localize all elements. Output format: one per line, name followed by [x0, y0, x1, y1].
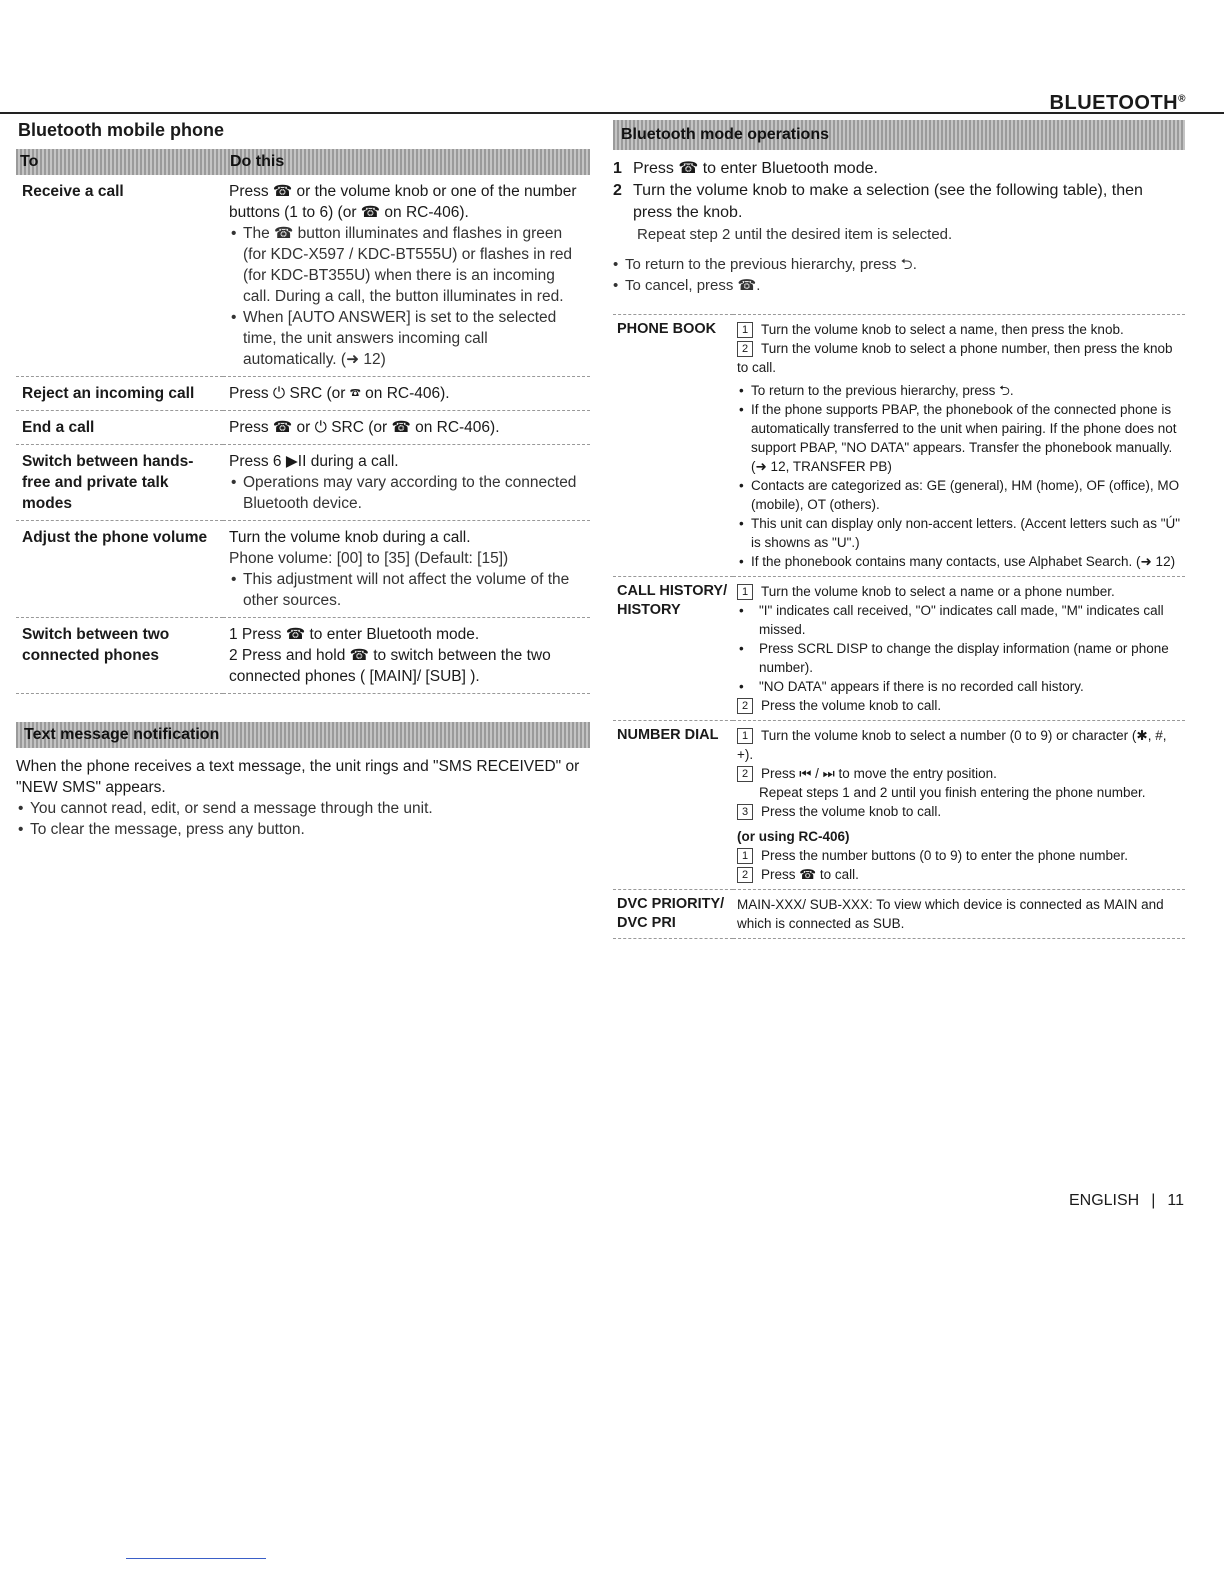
sms-title: Text message notification [24, 726, 220, 743]
table-row [16, 521, 590, 618]
row-value [223, 377, 590, 411]
sms-text: When the phone receives a text message, the unit rings and "SMS RECEIVED" or "NEW SMS" appears. [16, 758, 580, 796]
page-number: 11 [1167, 1192, 1184, 1209]
table-row [613, 721, 1185, 890]
ops-step: 2 Turn the volume knob to make a selection (see the following table), then press the knob. [613, 182, 1143, 221]
row-bullet: • If the phonebook contains many contacts, use Alphabet Search. (➜ 12) [737, 552, 1181, 571]
left-column [16, 120, 590, 840]
ops-repeat: Repeat step 2 until the desired item is selected. [637, 226, 953, 243]
row-value: 1 Turn the volume knob to select a name or a phone number. • "I" indicates call received, "O" indicates call made, "M" indicates call missed. • Press SCRL DISP to change the display information (name or phone number). • "NO DATA" appears if there is no recorded call history. 2 Press the volume knob to call. [733, 577, 1185, 721]
right-column [613, 120, 1185, 939]
phone-table [16, 175, 590, 694]
footer-language: ENGLISH [1068, 1192, 1140, 1209]
row-value [223, 521, 590, 618]
table-row [16, 411, 590, 445]
sms-bullet: • You cannot read, edit, or send a message through the unit. [16, 798, 590, 819]
ops-bullet: • To cancel, press ☎. [613, 275, 1185, 296]
row-key: Receive a call [16, 175, 223, 377]
row-key: Switch between hands-free and private talk modes [16, 445, 223, 521]
row-repeat: Repeat steps 1 and 2 until you finish entering the phone number. [759, 785, 1146, 800]
phone-section-title: Bluetooth mobile phone [18, 120, 224, 140]
row-bullet: • Press SCRL DISP to change the display information (name or phone number). [737, 639, 1181, 677]
row-key: End a call [16, 411, 223, 445]
row-key: DVC PRIORITY/ DVC PRI [613, 890, 733, 939]
row-value: MAIN-XXX/ SUB-XXX: To view which device is connected as MAIN and which is connected as SUB. [733, 890, 1185, 939]
row-value [223, 445, 590, 521]
row-key: NUMBER DIAL [613, 721, 733, 890]
table-row [16, 618, 590, 694]
col-do-this: Do this [230, 153, 285, 170]
row-value: 1 Turn the volume knob to select a name, then press the knob. 2 Turn the volume knob to select a phone number, then press the knob to call. • To return to the previous hierarchy, press ⮌. • If the phone supports PBAP, the phonebook of the connected phone is automatically transferred to the unit when pairing. If the phone does not support PBAP, "NO DATA" appears. Transfer the phonebook manually. (➜ 12, TRANSFER PB) • Contacts are categorized as: GE (general), HM (home), OF (office), MO (mobile), OT (others). • This unit can display only non-accent letters. (Accent letters such as "Ú" is showns as "U".) • If the phonebook contains many contacts, use Alphabet Search. (➜ 12) [733, 315, 1185, 577]
row-bullet: • "I" indicates call received, "O" indicates call made, "M" indicates call missed. [737, 601, 1181, 639]
row-key: Reject an incoming call [16, 377, 223, 411]
row-bullet: • Operations may vary according to the connected Bluetooth device. [229, 472, 584, 514]
row-line: 2 Press and hold ☎ to switch between the two connected phones ( [MAIN]/ [SUB] ). [229, 647, 551, 685]
row-line: Turn the volume knob during a call. [229, 529, 471, 546]
row-line: Press 6 ▶II during a call. [229, 453, 399, 470]
row-bullet: • If the phone supports PBAP, the phonebook of the connected phone is automatically transferred to the unit when pairing. If the phone does not support PBAP, "NO DATA" appears. Transfer the phonebook manually. (➜ 12, TRANSFER PB) [737, 400, 1181, 476]
table-row [16, 377, 590, 411]
row-alt-title: (or using RC-406) [737, 829, 850, 844]
ops-steps [613, 158, 1185, 296]
row-line: Press ☎ or the volume knob or one of the number buttons (1 to 6) (or ☎ on RC-406). [229, 183, 577, 221]
ops-title: Bluetooth mode operations [621, 126, 829, 143]
row-value [223, 618, 590, 694]
row-line: Press ☎ or ⏻ SRC (or ☎ on RC-406). [229, 419, 500, 436]
table-row [16, 175, 590, 377]
row-key: Adjust the phone volume [16, 521, 223, 618]
page-footer [1069, 1192, 1184, 1210]
row-line: Phone volume: [00] to [35] (Default: [15]) [229, 550, 509, 567]
col-to: To [20, 153, 39, 170]
sms-bullet: • To clear the message, press any button. [16, 819, 590, 840]
ops-table [613, 314, 1185, 939]
row-bullet: • The ☎ button illuminates and flashes in green (for KDC-X597 / KDC-BT555U) or flashes in red (for KDC-BT355U) when there is an incoming call. During a call, the button illuminates in red. [229, 223, 584, 307]
ops-bullet: • To return to the previous hierarchy, press ⮌. [613, 254, 1185, 275]
header-rule [0, 112, 1224, 114]
row-value: 1 Turn the volume knob to select a number (0 to 9) or character (✱, #, +). 2 Press ⏮ / ⏭ to move the entry position. Repeat steps 1 and 2 until you finish entering the phone number. 3 Press the volume knob to call. (or using RC-406) 1 Press the number buttons (0 to 9) to enter the phone number. 2 Press ☎ to call. [733, 721, 1185, 890]
table-row [613, 315, 1185, 577]
row-key: PHONE BOOK [613, 315, 733, 577]
row-bullet: • Contacts are categorized as: GE (general), HM (home), OF (office), MO (mobile), OT (others). [737, 476, 1181, 514]
row-line: 1 Press ☎ to enter Bluetooth mode. [229, 626, 480, 643]
sms-description [16, 756, 590, 840]
bottom-rule [126, 1558, 266, 1559]
ops-header-bar [613, 120, 1185, 150]
table-header-bar [16, 149, 590, 175]
row-value [223, 411, 590, 445]
sms-header-bar [16, 722, 590, 748]
ops-step: 1 Press ☎ to enter Bluetooth mode. [613, 160, 878, 177]
row-bullet: • To return to the previous hierarchy, press ⮌. [737, 381, 1181, 400]
row-key: CALL HISTORY/ HISTORY [613, 577, 733, 721]
row-line: Press ⏻ SRC (or ☎ on RC-406). [229, 385, 450, 402]
row-value [223, 175, 590, 377]
row-bullet: • This adjustment will not affect the volume of the other sources. [229, 569, 584, 611]
row-key: Switch between two connected phones [16, 618, 223, 694]
table-row [16, 445, 590, 521]
section-title: BLUETOOTH® [1049, 92, 1186, 114]
row-bullet: • When [AUTO ANSWER] is set to the selected time, the unit answers incoming call automatically. (➜ 12) [229, 307, 584, 370]
row-bullet: • This unit can display only non-accent letters. (Accent letters such as "Ú" is showns as "U".) [737, 514, 1181, 552]
footer-separator: | [1151, 1192, 1156, 1209]
table-row [613, 577, 1185, 721]
table-row [613, 890, 1185, 939]
row-bullet: • "NO DATA" appears if there is no recorded call history. [737, 677, 1181, 696]
